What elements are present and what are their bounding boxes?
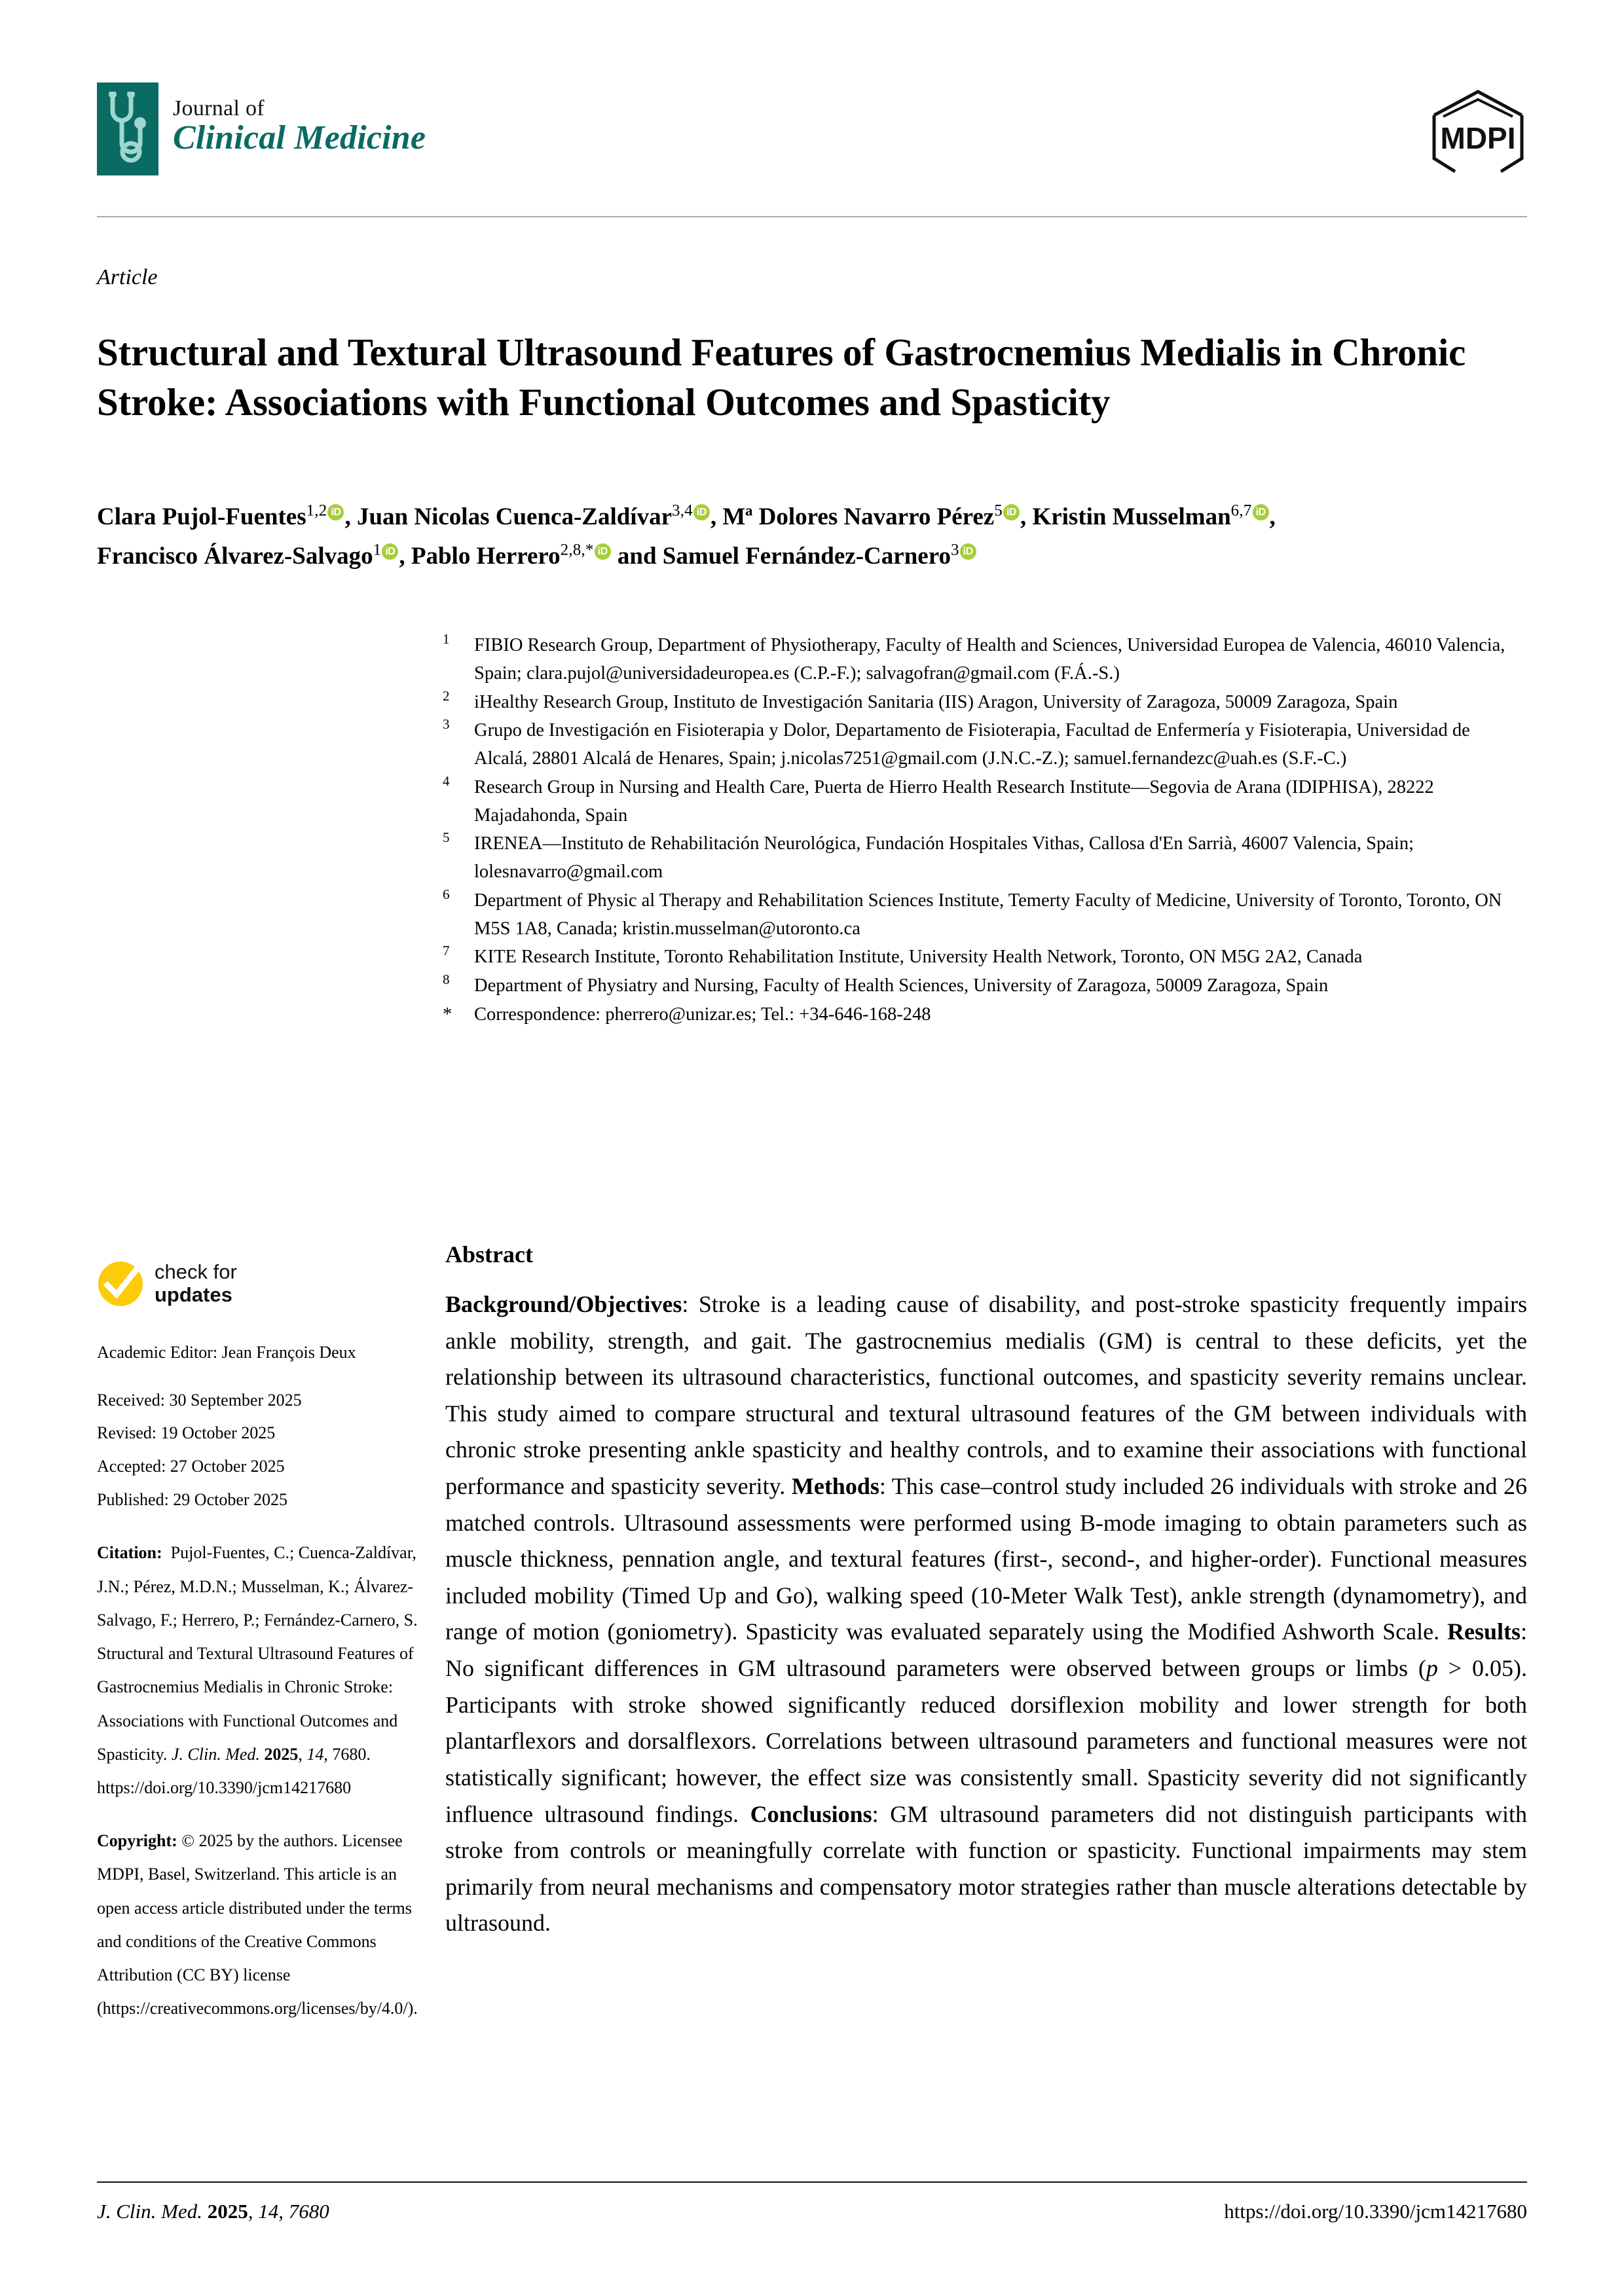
cfu-line1: check for	[155, 1260, 237, 1284]
author-separator: ,	[710, 503, 723, 530]
affiliation-number: 5	[443, 829, 450, 846]
abstract-methods-label: Methods	[791, 1473, 879, 1500]
abstract-results-label: Results	[1447, 1618, 1521, 1645]
author-name: Kristin Musselman	[1032, 503, 1231, 530]
received-date: Received: 30 September 2025	[97, 1390, 302, 1410]
citation-year: 2025	[264, 1744, 299, 1764]
author-entry	[97, 543, 411, 570]
citation-label: Citation:	[97, 1543, 162, 1563]
orcid-icon[interactable]: iD	[327, 504, 344, 520]
author-entry	[97, 503, 357, 530]
journal-name-line2: Clinical Medicine	[173, 119, 426, 156]
abstract-background-text: : Stroke is a leading cause of disability, and post-stroke spasticity frequently impairs ankle mobility, strength, and gait. The gastrocnemius medialis (GM) is central to these deficits, yet the relationship between its ultrasound characteristics, functional outcomes, and spasticity severity remains unclear. This study aimed to compare structural and textural ultrasound features of the GM between individuals with chronic stroke presenting ankle spasticity and healthy controls, and to examine their associations with functional performance and spasticity severity.	[445, 1291, 1527, 1500]
journal-header	[97, 82, 1527, 161]
journal-title-block	[173, 98, 426, 160]
orcid-icon[interactable]: iD	[960, 543, 976, 560]
abstract-results-text-b: > 0.05). Participants with stroke showed significantly reduced dorsiflexion mobility and lower strength for both plantarflexors and dorsalflexors. Correlations between ultrasound parameters and functional measures were not statistically significant; however, the effect size was consistently small. Spasticity severity did not significantly influence ultrasound findings.	[445, 1655, 1528, 1827]
correspondence-item	[443, 1001, 1517, 1029]
affiliation-text: Department of Physiatry and Nursing, Faculty of Health Sciences, University of Zaragoza, 50009 Zaragoza, Spain	[474, 975, 1329, 996]
abstract-results-text-a: : No significant differences in GM ultrasound parameters were observed between groups or limbs (	[445, 1618, 1527, 1682]
spacer	[97, 1370, 424, 1384]
footer-year: 2025	[207, 2200, 248, 2223]
affiliation-item	[443, 830, 1517, 886]
orcid-icon[interactable]: iD	[1253, 504, 1269, 520]
affiliation-number: 1	[443, 631, 450, 647]
author-entry	[1032, 503, 1275, 530]
affiliation-number: 3	[443, 716, 450, 733]
article-metadata-sidebar	[97, 1260, 424, 2026]
author-entry	[411, 543, 663, 570]
affiliation-text: IRENEA—Instituto de Rehabilitación Neurológica, Fundación Hospitales Vithas, Callosa d'En Sarrià, 46007 Valencia, Spain; lolesnavarro@gmail.com	[474, 833, 1414, 882]
footer-journal-name: J. Clin. Med.	[97, 2200, 202, 2223]
author-affiliation-ref: 6,7	[1230, 501, 1252, 520]
checkmark-icon	[97, 1260, 144, 1307]
published-date: Published: 29 October 2025	[97, 1489, 288, 1509]
author-name: Clara Pujol-Fuentes	[97, 503, 306, 530]
abstract-methods-text: : This case–control study included 26 individuals with stroke and 26 matched controls. Ultrasound assessments were performed using B-mode imaging to obtain parameters such as muscle thickness, pennation angle, and textural features (first-, second-, and higher-order). Functional measures included mobility (Timed Up and Go), walking speed (10-Meter Walk Test), ankle strength (dynamometry), and range of motion (goniometry). Spasticity was evaluated separately using the Modified Ashworth Scale.	[445, 1473, 1528, 1645]
revised-date: Revised: 19 October 2025	[97, 1423, 276, 1443]
affiliation-item	[443, 774, 1517, 830]
article-type-label: Article	[97, 265, 158, 289]
copyright-block	[97, 1824, 424, 2025]
orcid-icon[interactable]: iD	[595, 543, 611, 560]
footer-volume-article: , 14, 7680	[248, 2200, 329, 2223]
affiliation-item	[443, 887, 1517, 943]
citation-block: Citation: Pujol-Fuentes, C.; Cuenca-Zaldívar, J.N.; Pérez, M.D.N.; Musselman, K.; Álvarez-Salvago, F.; Herrero, P.; Fernández-Carnero, S. Structural and Textural Ultrasound Features of Gastrocnemius Medialis in Chronic Stroke: Associations with Functional Outcomes and Spasticity. J. Clin. Med. 2025, 14, 7680. https://doi.org/10.3390/jcm14217680	[97, 1543, 418, 1797]
author-affiliation-ref: 3	[950, 541, 959, 559]
page-title: Structural and Textural Ultrasound Features of Gastrocnemius Medialis in Chronic Stroke: Associations with Functional Outcomes and Spasticity	[97, 330, 1466, 424]
check-for-updates-label	[155, 1261, 237, 1306]
author-name: Francisco Álvarez-Salvago	[97, 542, 373, 570]
author-affiliation-ref: 1	[373, 541, 382, 559]
copyright-label: Copyright:	[97, 1831, 177, 1851]
abstract-p-value-symbol: p	[1426, 1655, 1438, 1682]
author-entry	[663, 543, 977, 570]
citation-journal: J. Clin. Med.	[171, 1744, 260, 1764]
author-affiliation-ref: 3,4	[672, 501, 693, 520]
author-line-1	[97, 498, 1527, 537]
correspondence-text: Correspondence: pherrero@unizar.es; Tel.: +34-646-168-248	[474, 1004, 931, 1025]
abstract-conclusions-text: : GM ultrasound parameters did not distinguish participants with stroke from controls or meaningfully correlate with function or spasticity. Functional impairments may stem primarily from neural mechanisms and compensatory motor strategies rather than muscle alterations detectable by ultrasound.	[445, 1800, 1527, 1937]
footer-citation	[97, 2200, 329, 2223]
header-divider	[97, 216, 1527, 217]
author-list	[97, 498, 1527, 576]
author-line-2	[97, 537, 1527, 576]
author-name: Samuel Fernández-Carnero	[662, 542, 951, 570]
affiliation-list	[443, 632, 1517, 1030]
affiliation-item	[443, 689, 1517, 717]
orcid-icon[interactable]: iD	[382, 543, 398, 560]
page-footer	[97, 2200, 1527, 2223]
affiliation-text: Research Group in Nursing and Health Care, Puerta de Hierro Health Research Institute—Segovia de Arana (IDIPHISA), 28222 Majadahonda, Spain	[474, 776, 1434, 826]
correspondence-marker: *	[443, 1004, 452, 1025]
author-separator: and	[611, 542, 663, 570]
author-name: Mª Dolores Navarro Pérez	[722, 503, 995, 530]
author-affiliation-ref: 1,2	[306, 501, 327, 520]
author-separator: ,	[344, 503, 357, 530]
affiliation-number: 6	[443, 886, 450, 902]
author-name: Juan Nicolas Cuenca-Zaldívar	[356, 503, 673, 530]
orcid-icon[interactable]: iD	[693, 504, 710, 520]
affiliation-text: FIBIO Research Group, Department of Physiotherapy, Faculty of Health and Sciences, Universidad Europea de Valencia, 46010 Valencia, Spain; clara.pujol@universidadeuropea.es (C.P.-F.); salvagofran@gmail.com (F.Á.-S.)	[474, 635, 1505, 683]
abstract-background-label: Background/Objectives	[445, 1291, 682, 1317]
citation-volume: 14	[306, 1744, 324, 1764]
accepted-date: Accepted: 27 October 2025	[97, 1457, 285, 1476]
abstract-conclusions-label: Conclusions	[750, 1800, 872, 1827]
author-separator: ,	[399, 542, 411, 570]
author-separator: ,	[1269, 503, 1276, 530]
author-entry	[722, 503, 1032, 530]
author-affiliation-ref: 2,8,*	[560, 541, 594, 559]
citation-article-number: 7680	[332, 1744, 367, 1764]
footer-doi[interactable]: https://doi.org/10.3390/jcm14217680	[1224, 2200, 1527, 2223]
svg-text:MDPI: MDPI	[1440, 121, 1516, 155]
journal-name-line1: Journal of	[173, 96, 265, 120]
affiliation-text: KITE Research Institute, Toronto Rehabilitation Institute, University Health Network, Toronto, ON M5G 2A2, Canada	[474, 947, 1363, 968]
citation-text: Pujol-Fuentes, C.; Cuenca-Zaldívar, J.N.; Pérez, M.D.N.; Musselman, K.; Álvarez-Salvago, F.; Herrero, P.; Fernández-Carnero, S. Structural and Textural Ultrasound Features of Gastrocnemius Medialis in Chronic Stroke: Associations with Functional Outcomes and Spasticity.	[97, 1543, 418, 1764]
checkmark-circle-glyph	[97, 1260, 144, 1307]
check-for-updates-badge[interactable]	[97, 1260, 424, 1307]
affiliation-number: 8	[443, 972, 450, 987]
affiliation-item	[443, 972, 1517, 1000]
affiliation-number: 2	[443, 687, 450, 704]
academic-editor: Academic Editor: Jean François Deux	[97, 1343, 356, 1362]
affiliation-number: 7	[443, 943, 450, 959]
footer-divider	[97, 2181, 1527, 2183]
mdpi-logo-icon	[1429, 86, 1527, 174]
stethoscope-icon	[97, 82, 158, 175]
affiliation-item	[443, 943, 1517, 972]
citation-doi-link[interactable]: https://doi.org/10.3390/jcm14217680	[97, 1777, 352, 1797]
affiliation-number: 4	[443, 773, 450, 789]
author-entry	[357, 503, 722, 530]
author-affiliation-ref: 5	[994, 501, 1003, 520]
affiliation-item	[443, 717, 1517, 773]
abstract-text	[445, 1286, 1527, 1942]
orcid-icon[interactable]: iD	[1003, 504, 1020, 520]
cfu-line2: updates	[155, 1283, 232, 1306]
affiliation-text: Grupo de Investigación en Fisioterapia y Dolor, Departamento de Fisioterapia, Facultad de Enfermería y Fisioterapia, Universidad de Alcalá, 28801 Alcalá de Henares, Spain; j.nicolas7251@gmail.com (J.N.C.-Z.); samuel.fernandezc@uah.es (S.F.-C.)	[474, 720, 1470, 769]
stethoscope-glyph	[106, 92, 149, 166]
copyright-text: © 2025 by the authors. Licensee MDPI, Basel, Switzerland. This article is an open access article distributed under the terms and conditions of the Creative Commons Attribution (CC BY) license (https://creativecommons.org/licenses/by/4.0/).	[97, 1831, 418, 2018]
affiliation-text: Department of Physic al Therapy and Rehabilitation Sciences Institute, Temerty Faculty of Medicine, University of Toronto, Toronto, ON M5S 1A8, Canada; kristin.musselman@utoronto.ca	[474, 890, 1502, 939]
affiliation-text: iHealthy Research Group, Instituto de Investigación Sanitaria (IIS) Aragon, University of Zaragoza, 50009 Zaragoza, Spain	[474, 691, 1398, 712]
affiliation-item	[443, 632, 1517, 688]
journal-logo	[97, 82, 426, 175]
author-name: Pablo Herrero	[411, 542, 561, 570]
abstract-heading: Abstract	[445, 1241, 533, 1267]
author-separator: ,	[1020, 503, 1033, 530]
